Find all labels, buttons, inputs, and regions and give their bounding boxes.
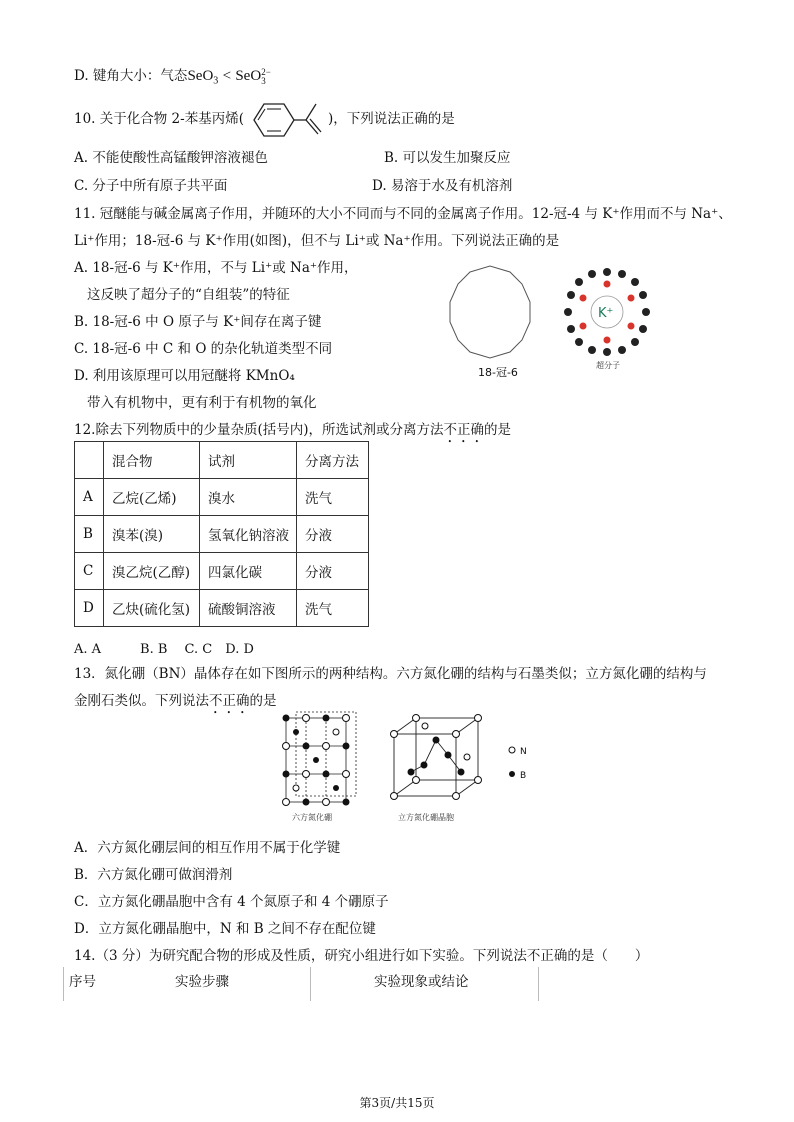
legend-n: N — [520, 747, 527, 757]
legend-b: B — [520, 771, 527, 781]
q12-table — [74, 441, 369, 627]
q13-option-c: C．立方氮化硼晶胞中含有 4 个氮原子和 4 个硼原子 — [74, 894, 389, 910]
supramolecule-label: 超分子 — [596, 361, 620, 370]
potassium-ion-label: K⁺ — [598, 306, 614, 321]
q13-option-d: D．立方氮化硼晶胞中，N 和 B 之间不存在配位键 — [74, 921, 376, 937]
cubic-bn-label: 立方氮化硼晶胞 — [398, 813, 454, 822]
crown-label: 18-冠-6 — [478, 366, 518, 379]
q10-option-b: B. 可以发生加聚反应 — [384, 150, 511, 166]
legend-b-marker-icon — [509, 771, 515, 777]
formula-seo3-ion: SeO — [235, 68, 262, 84]
boron-nitride-figure — [276, 710, 546, 825]
q14-table-header: 序号 实验步骤 实验现象或结论 — [69, 974, 469, 990]
page-footer: 第3页/共15页 — [359, 1096, 435, 1110]
table-divider — [538, 967, 539, 1001]
crown-ether-figure — [440, 262, 660, 382]
table-row: B 溴苯(溴) 氢氧化钠溶液 分液 — [75, 516, 369, 553]
q13-option-b: B．六方氮化硼可做润滑剂 — [74, 867, 233, 883]
cubic-bn-atoms-icon — [391, 715, 482, 800]
supramolecule-icon — [564, 268, 650, 356]
q11-stem-line2: Li⁺作用；18-冠-6 与 K⁺作用(如图)，但不与 Li⁺或 Na⁺作用。下列说法正确的是 — [74, 233, 560, 249]
q11-option-a: A. 18-冠-6 与 K⁺作用，不与 Li⁺或 Na⁺作用， — [74, 260, 358, 276]
q10-option-d: D. 易溶于水及有机溶剂 — [372, 178, 513, 194]
hex-bn-label: 六方氮化硼 — [292, 813, 332, 822]
q11-stem-line1: 11. 冠醚能与碱金属离子作用，并随环的大小不同而与不同的金属离子作用。12-冠-4 与 K⁺作用而不与 Na⁺、 — [74, 206, 732, 222]
table-header-row: 混合物 试剂 分离方法 — [75, 442, 369, 479]
q9-option-d: D. 键角大小：气态SeO$_3$ < SeO 2− 3 — [74, 66, 271, 87]
q12-stem: 12.除去下列物质中的少量杂质(括号内)，所选试剂或分离方法不正确的是 — [74, 422, 512, 438]
q14-stem: 14.（3 分）为研究配合物的形成及性质，研究小组进行如下实验。下列说法不正确的是（ ） — [74, 948, 649, 964]
q11-option-c: C. 18-冠-6 中 C 和 O 的杂化轨道类型不同 — [74, 341, 333, 357]
table-row: A 乙烷(乙烯) 溴水 洗气 — [75, 479, 369, 516]
table-row: D 乙炔(硫化氢) 硫酸铜溶液 洗气 — [75, 590, 369, 627]
q13-stem-line1: 13．氮化硼（BN）晶体存在如下图所示的两种结构。六方氮化硼的结构与石墨类似；立方氮化硼的结构与 — [74, 666, 707, 682]
q11-option-d: D. 利用该原理可以用冠醚将 KMnO₄ — [74, 368, 295, 384]
legend-n-marker-icon — [509, 747, 515, 753]
q10-stem: 10. 关于化合物 2-苯基丙烯( )，下列说法正确的是 — [74, 107, 455, 128]
q13-stem-line2: 金刚石类似。下列说法不正确的是 — [74, 693, 277, 709]
crown-ring-icon — [450, 266, 530, 358]
q13-option-a: A．六方氮化硼层间的相互作用不属于化学键 — [74, 840, 341, 856]
q11-option-b: B. 18-冠-6 中 O 原子与 K⁺间存在离子键 — [74, 314, 322, 330]
hexagonal-bn-atoms-icon — [283, 715, 350, 806]
q10-option-a: A. 不能使酸性高锰酸钾溶液褪色 — [74, 150, 268, 166]
table-row: C 溴乙烷(乙醇) 四氯化碳 分液 — [75, 553, 369, 590]
q11-option-d-cont: 带入有机物中，更有利于有机物的氧化 — [87, 395, 317, 411]
q11-option-a-cont: 这反映了超分子的“自组装”的特征 — [87, 287, 290, 303]
q10-option-c: C. 分子中所有原子共平面 — [74, 178, 228, 194]
2-phenylpropene-structure-icon — [244, 98, 328, 142]
formula-seo3: SeO — [187, 68, 214, 84]
q12-options: A. A B. B C. C D. D — [74, 642, 254, 657]
